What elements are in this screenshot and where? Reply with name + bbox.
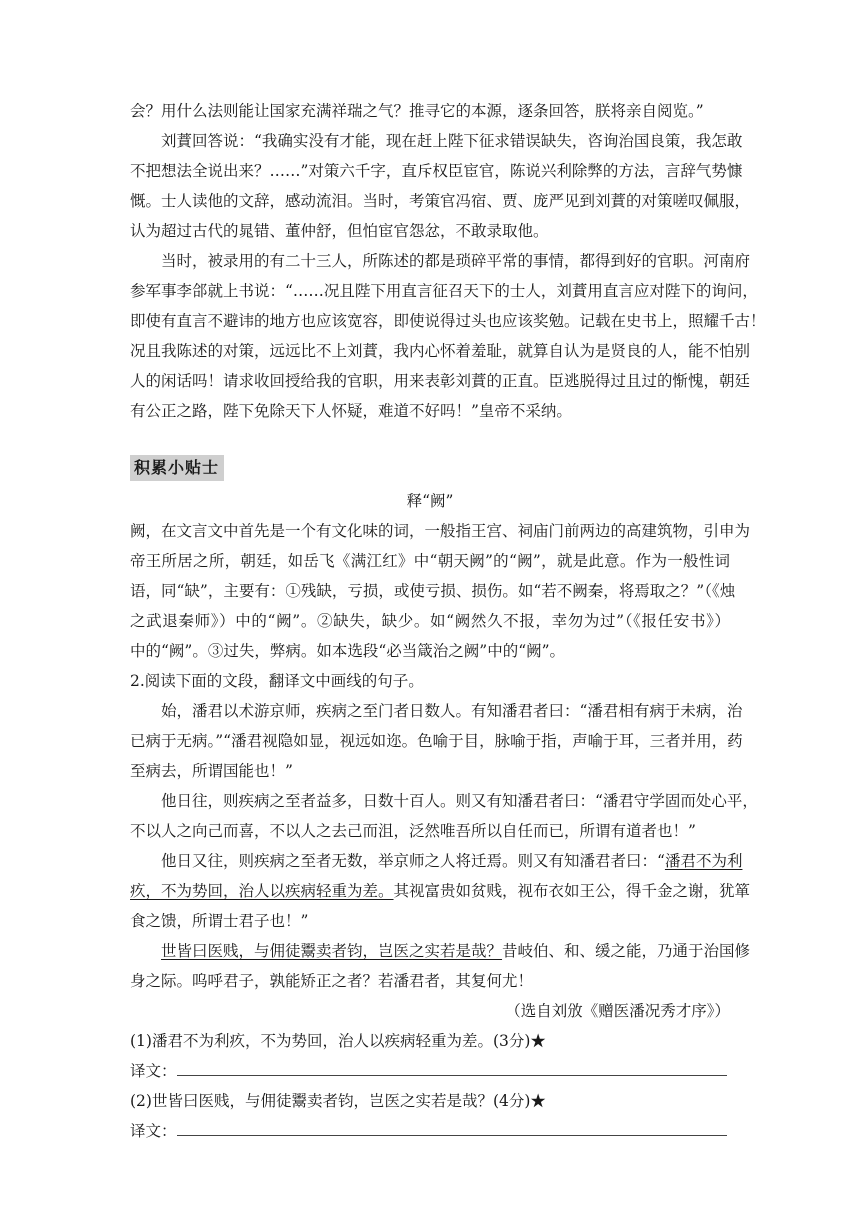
answer-label: 译文： [130, 1062, 177, 1080]
text-line: 他日往，则疾病之至者益多，日数十百人。则又有知潘君者曰：“潘君守学固而处心平， [130, 792, 758, 810]
tip-line: 语，同“缺”，主要有：①残缺，亏损，或使亏损、损伤。如“若不阙秦，将焉取之？”（《烛 [130, 582, 736, 600]
answer-label: 译文： [130, 1122, 177, 1140]
tip-line: 阙，在文言文中首先是一个有文化味的词，一般指王宫、祠庙门前两边的高建筑物，引申为 [130, 522, 751, 540]
text-line [130, 940, 751, 962]
tip-label: 积累小贴士 [130, 455, 224, 481]
tip-line: 之武退秦师》）中的“阙”。②缺失，缺少。如“阙然久不报，幸勿为过”（《报任安书》） [130, 612, 730, 630]
text-line: 身之际。呜呼君子，孰能矫正之者？若潘君者，其复何尤！ [130, 972, 534, 990]
underlined-sentence: 世皆曰医贱，与佣徒鬻卖者钧，岂医之实若是哉？ [161, 942, 503, 960]
text-line [130, 880, 751, 902]
text-line: 参军事李郃就上书说：“……况且陛下用直言征召天下的士人，刘蕡用直言应对陛下的询问， [130, 282, 758, 300]
text-line: 食之馈，所谓士君子也！” [130, 912, 309, 930]
text-segment: 他日又往，则疾病之至者无数，举京师之人将迁焉。则又有知潘君者曰：“ [130, 852, 665, 870]
text-segment: 昔岐伯、和、缓之能，乃通于治国修 [502, 942, 751, 960]
text-line: 有公正之路，陛下免除天下人怀疑，难道不好吗！”皇帝不采纳。 [130, 402, 572, 420]
question-heading: 2.阅读下面的文段，翻译文中画线的句子。 [130, 672, 424, 690]
text-line: 刘蕡回答说：“我确实没有才能，现在赶上陛下征求错误缺失，咨询治国良策，我怎敢 [130, 132, 743, 150]
text-line: 至病去，所谓国能也！” [130, 762, 293, 780]
text-line: 已病于无病。”“潘君视隐如显，视远如迩。色喻于目，脉喻于指，声喻于耳，三者并用，药 [130, 732, 743, 750]
text-line: 始，潘君以术游京师，疾病之至门者日数人。有知潘君者曰：“潘君相有病于未病，治 [130, 702, 743, 720]
text-line: 不以人之向己而喜，不以人之去己而沮，泛然唯吾所以自任而已，所谓有道者也！” [130, 822, 696, 840]
text-segment: 其视富贵如贫贱，视布衣如王公，得千金之谢，犹箪 [393, 882, 751, 900]
text-line [130, 850, 743, 872]
answer-line-1 [130, 1060, 730, 1082]
question-item-2: (2)世皆曰医贱，与佣徒鬻卖者钧，岂医之实若是哉？(4分)★ [130, 1092, 546, 1110]
text-line: 慨。士人读他的文辞，感动流泪。当时，考策官冯宿、贾、庞严见到刘蕡的对策嗟叹佩服， [130, 192, 751, 210]
answer-blank-2[interactable] [177, 1121, 727, 1136]
answer-blank-1[interactable] [177, 1061, 727, 1076]
source-citation: （选自刘攽《赠医潘况秀才序》） [505, 1002, 730, 1020]
text-line: 人的闲话吗！请求收回授给我的官职，用来表彰刘蕡的正直。臣逃脱得过且过的惭愧，朝廷 [130, 372, 751, 390]
answer-line-2 [130, 1120, 730, 1142]
text-line: 当时，被录用的有二十三人，所陈述的都是琐碎平常的事情，都得到好的官职。河南府 [130, 252, 751, 270]
text-line: 不把想法全说出来？……”对策六千字，直斥权臣宦官，陈说兴利除弊的方法，言辞气势慷 [130, 162, 743, 180]
tip-title: 释“阙” [406, 492, 454, 510]
text-segment [130, 942, 161, 960]
text-line: 况且我陈述的对策，远远比不上刘蕡，我内心怀着羞耻，就算自认为是贤良的人，能不怕别 [130, 342, 751, 360]
text-line: 认为超过古代的晁错、董仲舒，但怕宦官怨忿，不敢录取他。 [130, 222, 549, 240]
tip-line: 帝王所居之所，朝廷，如岳飞《满江红》中“朝天阙”的“阙”，就是此意。作为一般性词 [130, 552, 730, 570]
text-line: 会？用什么法则能让国家充满祥瑞之气？推寻它的本源，逐条回答，朕将亲自阅览。” [130, 102, 704, 120]
tip-line: 中的“阙”。③过失，弊病。如本选段“必当箴治之阙”中的“阙”。 [130, 642, 566, 660]
text-line: 即使有直言不避讳的地方也应该宽容，即使说得过头也应该奖勉。记载在史书上，照耀千古！ [130, 312, 766, 330]
underlined-sentence: 潘君不为利 [664, 852, 743, 870]
question-item-1: (1)潘君不为利疚，不为势回，治人以疾病轻重为差。(3分)★ [130, 1032, 546, 1050]
underlined-sentence: 疚，不为势回，治人以疾病轻重为差。 [130, 882, 394, 900]
